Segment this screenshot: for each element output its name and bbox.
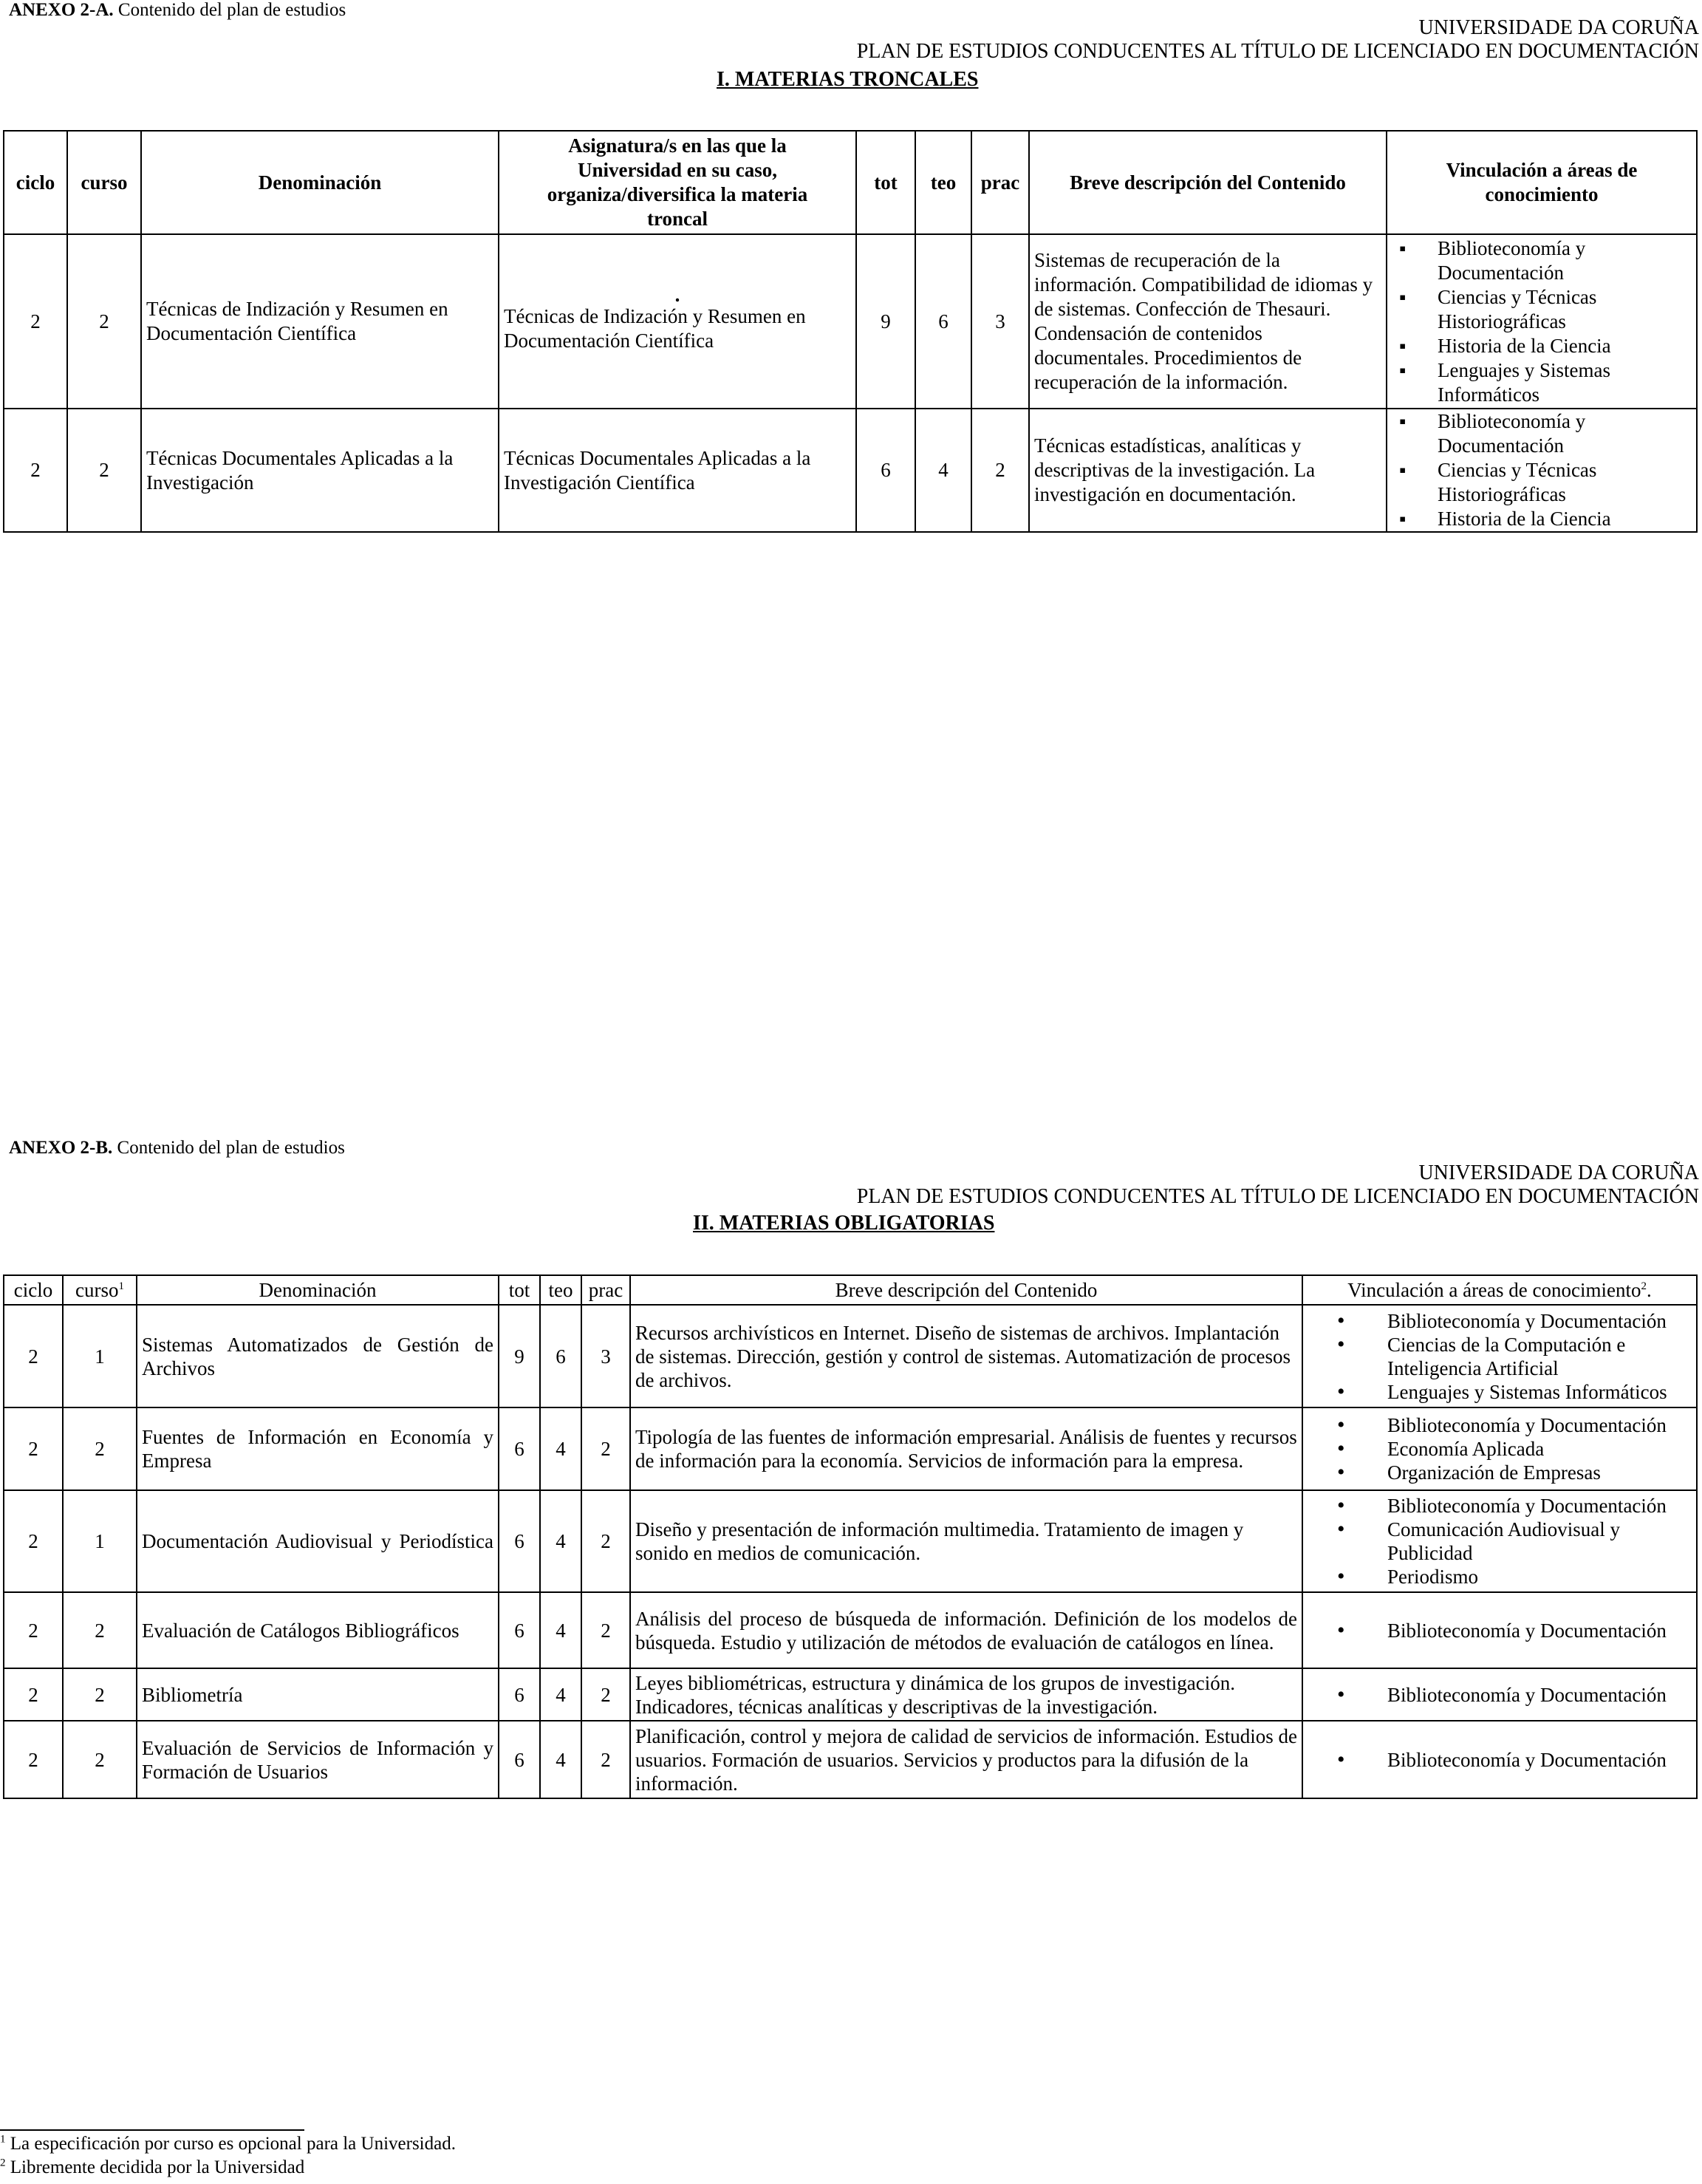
footnote-text: La especificación por curso es opcional para la Universidad. — [10, 2134, 456, 2154]
cell-ciclo: 2 — [4, 1305, 63, 1407]
col-tot: tot — [499, 1275, 540, 1305]
annex-b-university: UNIVERSIDADE DA CORUÑA — [1418, 1161, 1699, 1184]
col-denominacion: Denominación — [137, 1275, 499, 1305]
cell-denominacion: Técnicas de Indización y Resumen en Documentación Científica — [141, 234, 499, 409]
cell-denominacion: Evaluación de Servicios de Información y Formación de Usuarios — [137, 1721, 499, 1798]
col-asignatura: Asignatura/s en las que la Universidad en su caso, organiza/diversifica la materia troncal — [499, 131, 856, 234]
footnote-ref: 1 — [118, 1280, 124, 1292]
col-ciclo: ciclo — [4, 131, 67, 234]
obligatorias-table — [3, 1274, 1698, 1799]
col-ciclo: ciclo — [4, 1275, 63, 1305]
cell-descripcion: Diseño y presentación de información multimedia. Tratamiento de imagen y sonido en medios de comunicación. — [630, 1490, 1302, 1592]
col-prac: prac — [971, 131, 1029, 234]
list-item: • Biblioteconomía y Documentación — [1308, 1309, 1692, 1333]
cell-curso: 2 — [67, 234, 141, 409]
cell-curso: 2 — [63, 1721, 137, 1798]
cell-ciclo: 2 — [4, 1668, 63, 1721]
cell-tot: 6 — [499, 1721, 540, 1798]
cell-denominacion: Evaluación de Catálogos Bibliográficos — [137, 1592, 499, 1668]
annex-a-university: UNIVERSIDADE DA CORUÑA — [1418, 16, 1699, 39]
list-item: • Biblioteconomía y Documentación — [1308, 1494, 1692, 1518]
cell-ciclo: 2 — [4, 1407, 63, 1490]
cell-descripcion: Leyes bibliométricas, estructura y dinámica de los grupos de investigación. Indicadores, técnicas analíticas y descriptivas de la investigación. — [630, 1668, 1302, 1721]
cell-prac: 2 — [971, 409, 1029, 532]
cell-areas — [1302, 1592, 1697, 1668]
table-header-row — [4, 1275, 1697, 1305]
cell-descripcion: Recursos archivísticos en Internet. Diseño de sistemas de archivos. Implantación de sistemas. Dirección, gestión y control de sistemas. Automatización de procesos de archivos. — [630, 1305, 1302, 1407]
col-vinculacion-label: Vinculación a áreas de conocimiento — [1347, 1279, 1641, 1301]
cell-denominacion: Sistemas Automatizados de Gestión de Archivos — [137, 1305, 499, 1407]
asignatura-text: Técnicas de Indización y Resumen en Documentación Científica — [504, 305, 806, 352]
list-item: ▪ Ciencias y Técnicas Historiográficas — [1392, 285, 1692, 334]
table-row — [4, 1305, 1697, 1407]
table-row — [4, 1668, 1697, 1721]
annex-b-section-title: II. MATERIAS OBLIGATORIAS — [693, 1212, 995, 1235]
cell-descripcion: Sistemas de recuperación de la información. Compatibilidad de idiomas y de sistemas. Confección de Thesauri. Condensación de contenidos documentales. Procedimientos de recuperación de la información. — [1029, 234, 1387, 409]
annex-a-title: Contenido del plan de estudios — [117, 0, 346, 20]
table-row — [4, 1490, 1697, 1592]
cell-tot: 6 — [499, 1592, 540, 1668]
list-item: • Comunicación Audiovisual y Publicidad — [1308, 1518, 1692, 1565]
cell-prac: 2 — [581, 1721, 630, 1798]
cell-tot: 9 — [856, 234, 915, 409]
footnote-divider — [0, 2129, 304, 2131]
troncales-table — [3, 130, 1698, 533]
cell-descripcion: Técnicas estadísticas, analíticas y descriptivas de la investigación. La investigación en documentación. — [1029, 409, 1387, 532]
col-descripcion: Breve descripción del Contenido — [1029, 131, 1387, 234]
list-item: • Biblioteconomía y Documentación — [1308, 1748, 1692, 1772]
list-item: ▪ Biblioteconomía y Documentación — [1392, 236, 1692, 285]
list-item: ▪ Biblioteconomía y Documentación — [1392, 409, 1692, 458]
annex-a-plan-title: PLAN DE ESTUDIOS CONDUCENTES AL TÍTULO DE LICENCIADO EN DOCUMENTACIÓN — [856, 40, 1699, 63]
col-vinculacion: Vinculación a áreas de conocimiento$^2$. — [1302, 1275, 1697, 1305]
list-item: ▪ Historia de la Ciencia — [1392, 507, 1692, 531]
cell-denominacion: Bibliometría — [137, 1668, 499, 1721]
cell-ciclo: 2 — [4, 409, 67, 532]
list-item: ▪ Historia de la Ciencia — [1392, 334, 1692, 358]
cell-curso: 1 — [63, 1305, 137, 1407]
cell-teo: 4 — [540, 1490, 581, 1592]
cell-prac: 3 — [581, 1305, 630, 1407]
annex-b-label: ANEXO 2-B. — [9, 1138, 113, 1158]
col-vinculacion: Vinculación a áreas de conocimiento — [1387, 131, 1697, 234]
cell-tot: 6 — [499, 1668, 540, 1721]
list-item: • Periodismo — [1308, 1565, 1692, 1588]
cell-teo: 6 — [915, 234, 971, 409]
list-item: ▪ Ciencias y Técnicas Historiográficas — [1392, 458, 1692, 507]
list-item: • Biblioteconomía y Documentación — [1308, 1683, 1692, 1707]
dot-mark: . — [674, 284, 680, 306]
cell-teo: 6 — [540, 1305, 581, 1407]
cell-areas — [1387, 409, 1697, 532]
cell-teo: 4 — [540, 1407, 581, 1490]
cell-areas — [1302, 1407, 1697, 1490]
cell-denominacion: Documentación Audiovisual y Periodística — [137, 1490, 499, 1592]
cell-ciclo: 2 — [4, 1721, 63, 1798]
cell-denominacion: Fuentes de Información en Economía y Empresa — [137, 1407, 499, 1490]
cell-curso: 2 — [63, 1407, 137, 1490]
list-item: • Biblioteconomía y Documentación — [1308, 1413, 1692, 1437]
cell-asignatura: Técnicas Documentales Aplicadas a la Investigación Científica — [499, 409, 856, 532]
col-curso-label: curso — [75, 1279, 119, 1301]
cell-areas — [1302, 1668, 1697, 1721]
footnote-2 — [0, 2157, 304, 2178]
table-row — [4, 1721, 1697, 1798]
annex-b-plan-title: PLAN DE ESTUDIOS CONDUCENTES AL TÍTULO DE LICENCIADO EN DOCUMENTACIÓN — [856, 1185, 1699, 1208]
cell-tot: 6 — [499, 1490, 540, 1592]
cell-curso: 2 — [63, 1668, 137, 1721]
col-tot: tot — [856, 131, 915, 234]
col-teo: teo — [915, 131, 971, 234]
cell-areas — [1302, 1490, 1697, 1592]
col-prac: prac — [581, 1275, 630, 1305]
cell-teo: 4 — [540, 1721, 581, 1798]
cell-areas — [1302, 1721, 1697, 1798]
list-item: • Organización de Empresas — [1308, 1461, 1692, 1484]
col-denominacion: Denominación — [141, 131, 499, 234]
annex-a-section-title: I. MATERIAS TRONCALES — [717, 68, 979, 91]
list-item: • Economía Aplicada — [1308, 1437, 1692, 1461]
col-curso — [63, 1275, 137, 1305]
table-header-row — [4, 131, 1697, 234]
cell-ciclo: 2 — [4, 234, 67, 409]
col-descripcion: Breve descripción del Contenido — [630, 1275, 1302, 1305]
annex-a-label: ANEXO 2-A. — [9, 0, 114, 20]
cell-ciclo: 2 — [4, 1592, 63, 1668]
cell-prac: 2 — [581, 1668, 630, 1721]
annex-a-heading — [9, 0, 346, 21]
list-item: • Lenguajes y Sistemas Informáticos — [1308, 1380, 1692, 1404]
annex-b-heading — [9, 1138, 345, 1158]
col-teo: teo — [540, 1275, 581, 1305]
cell-prac: 2 — [581, 1407, 630, 1490]
footnote-num: 1 — [0, 2133, 6, 2146]
footnote-1 — [0, 2134, 456, 2154]
cell-descripcion: Análisis del proceso de búsqueda de información. Definición de los modelos de búsqueda. Estudio y utilización de métodos de evaluación de catálogos en línea. — [630, 1592, 1302, 1668]
cell-tot: 9 — [499, 1305, 540, 1407]
footnote-text: Libremente decidida por la Universidad — [10, 2157, 305, 2177]
list-item: • Biblioteconomía y Documentación — [1308, 1619, 1692, 1642]
cell-ciclo: 2 — [4, 1490, 63, 1592]
cell-curso: 2 — [63, 1592, 137, 1668]
cell-asignatura — [499, 234, 856, 409]
footnote-num: 2 — [0, 2157, 6, 2169]
cell-curso: 2 — [67, 409, 141, 532]
cell-descripcion: Tipología de las fuentes de información empresarial. Análisis de fuentes y recursos de información para la economía. Servicios de información para la empresa. — [630, 1407, 1302, 1490]
cell-teo: 4 — [540, 1668, 581, 1721]
footnote-ref: 2 — [1641, 1280, 1647, 1292]
cell-teo: 4 — [915, 409, 971, 532]
cell-descripcion: Planificación, control y mejora de calidad de servicios de información. Estudios de usuarios. Formación de usuarios. Servicios y productos para la difusión de la información. — [630, 1721, 1302, 1798]
col-curso: curso — [67, 131, 141, 234]
cell-areas — [1387, 234, 1697, 409]
table-row — [4, 1407, 1697, 1490]
cell-areas — [1302, 1305, 1697, 1407]
cell-tot: 6 — [499, 1407, 540, 1490]
list-item: • Ciencias de la Computación e Inteligencia Artificial — [1308, 1333, 1692, 1380]
cell-prac: 2 — [581, 1592, 630, 1668]
list-item: ▪ Lenguajes y Sistemas Informáticos — [1392, 358, 1692, 407]
cell-prac: 3 — [971, 234, 1029, 409]
table-row — [4, 1592, 1697, 1668]
table-row — [4, 234, 1697, 409]
cell-teo: 4 — [540, 1592, 581, 1668]
cell-prac: 2 — [581, 1490, 630, 1592]
table-row — [4, 409, 1697, 532]
cell-curso: 1 — [63, 1490, 137, 1592]
cell-tot: 6 — [856, 409, 915, 532]
annex-b-title: Contenido del plan de estudios — [117, 1138, 345, 1158]
cell-denominacion: Técnicas Documentales Aplicadas a la Investigación — [141, 409, 499, 532]
